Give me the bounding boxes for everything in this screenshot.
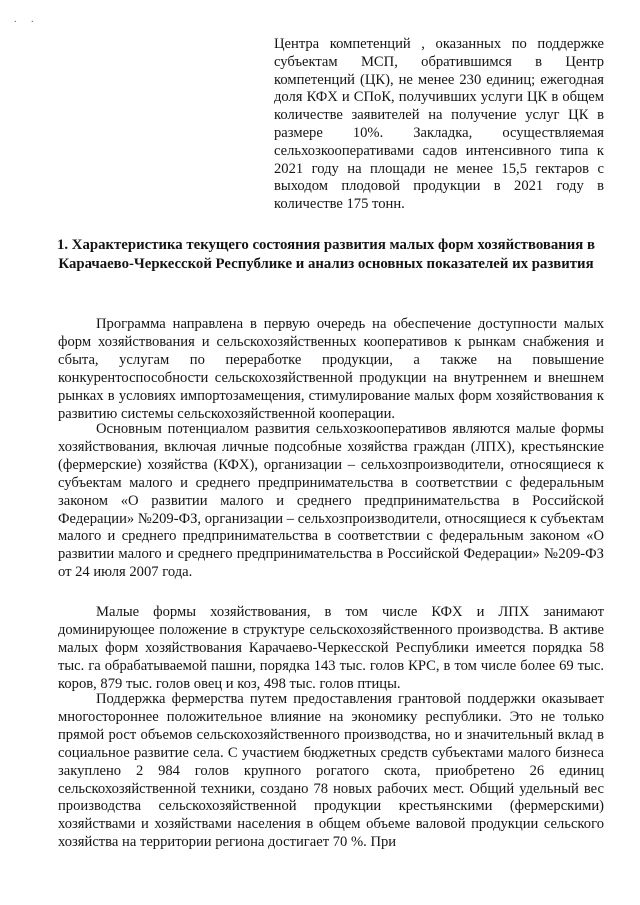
paragraph-program-goal: Программа направлена в первую очередь на обеспечение доступности малых форм хозяйствования и сельскохозяйственных кооперативов к рынкам снабжения и сбыта, услугам по переработке продукции, а также на повышение конкурентоспособности сельскохозяйственной продукции на внутреннем и внешнем рынках в условиях импортозамещения, стимулирование малых форм хозяйствования к развитию системы сельскохозяйственной кооперации. — [58, 316, 604, 422]
continuation-text: Центра компетенций , оказанных по поддержке субъектам МСП, обратившимся в Центр компетенций (ЦК), не менее 230 единиц; ежегодная доля КФХ и СПоК, получивших услуги ЦК в общем количестве заявителей на получение услуг ЦК в размере 10%. Закладка, осуществляемая сельхозкооперативами садов интенсивного типа к 2021 году на площади не менее 15,5 гектаров с выходом плодовой продукции в 2021 году в количестве 175 тонн. — [274, 36, 604, 213]
paragraph-small-farms-assets: Малые формы хозяйствования, в том числе КФХ и ЛПХ занимают доминирующее положение в структуре сельскохозяйственного производства. В активе малых форм хозяйствования Карачаево-Черкесской Республики имеется порядка 58 тыс. га обрабатываемой пашни, порядка 143 тыс. голов КРС, в том числе более 69 тыс. коров, 879 тыс. голов овец и коз, 498 тыс. голов птицы. — [58, 604, 604, 692]
scan-marks: . . — [14, 14, 40, 25]
paragraph-farm-support: Поддержка фермерства путем предоставления грантовой поддержки оказывает многостороннее положительное влияние на экономику республики. Это не только прямой рост объемов сельскохозяйственного производства, но и значительный вклад в социальное развитие села. С участием бюджетных средств субъектами малого бизнеса закуплено 2 984 голов крупного рогатого скота, приобретено 26 единиц сельскохозяйственной техники, создано 78 новых рабочих мест. Общий удельный вес производства сельскохозяйственной продукции крестьянскими (фермерскими) хозяйствами и хозяйствами населения в общем объеме валовой продукции сельского хозяйства на территории региона достигает 70 %. При — [58, 691, 604, 851]
section-heading: 1. Характеристика текущего состояния развития малых форм хозяйствования в Карачаево-Черкесской Республике и анализ основных показателей их развития — [57, 237, 595, 272]
paragraph-cooperative-potential: Основным потенциалом развития сельхозкооперативов являются малые формы хозяйствования, включая личные подсобные хозяйства граждан (ЛПХ), крестьянские (фермерские) хозяйства (КФХ), организации – сельхозпроизводители, относящиеся к субъектам малого и среднего предпринимательства в соответствии с федеральным законом «О развитии малого и среднего предпринимательства в Российской Федерации» №209-ФЗ, организации – сельхозпроизводители, относящиеся к субъектам малого и среднего предпринимательства в соответствии с федеральным законом «О развитии малого и среднего предпринимательства в Российской Федерации» №209-ФЗ от 24 июля 2007 года. — [58, 421, 604, 581]
